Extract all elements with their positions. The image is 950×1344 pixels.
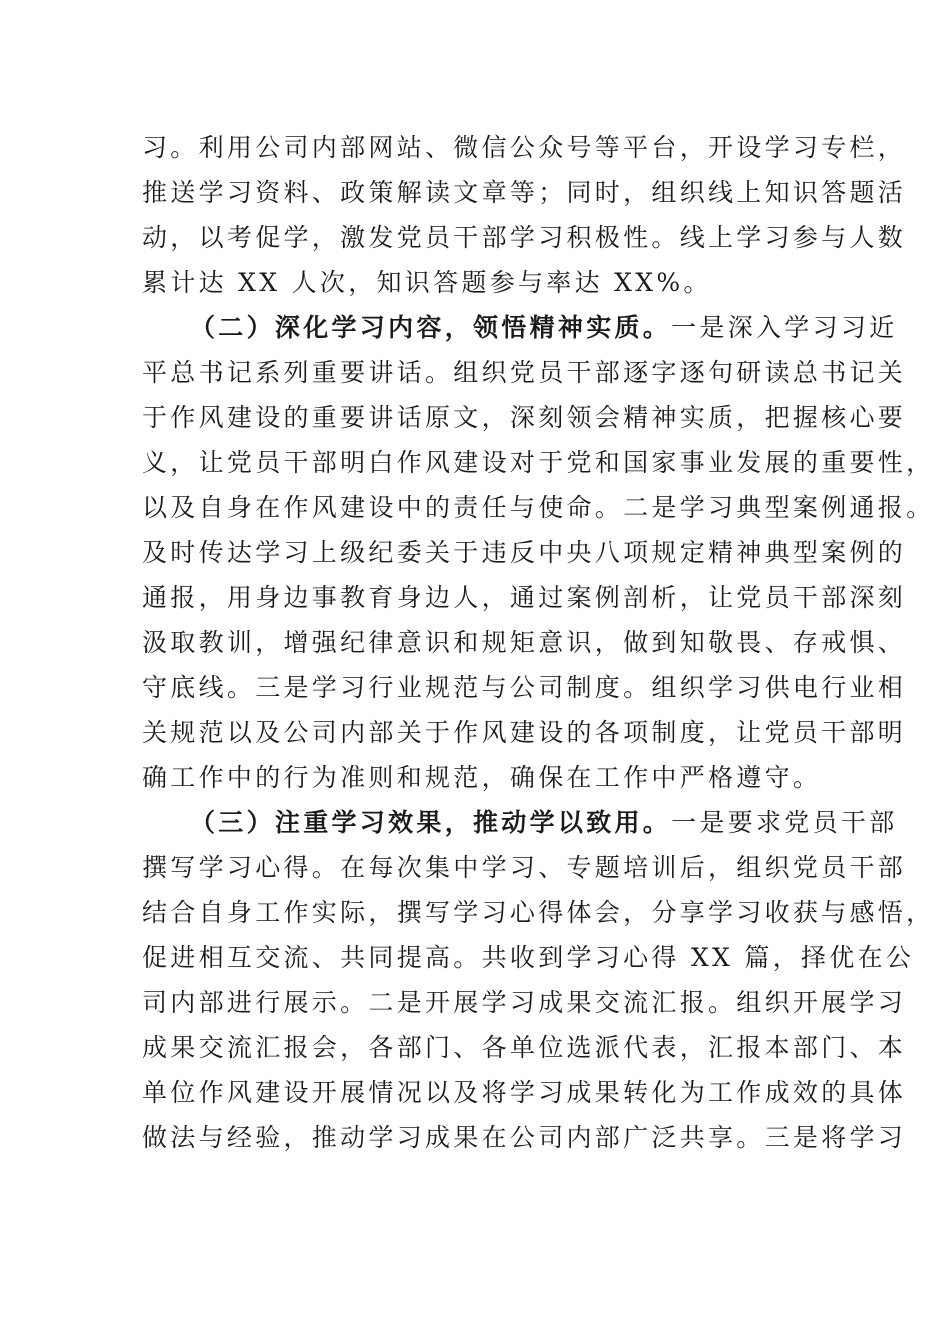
- text-line: 汲取教训，增强纪律意识和规矩意识，做到知敬畏、存戒惧、: [142, 628, 907, 657]
- text-run: 一是要求党员干部: [671, 808, 898, 837]
- text-line: 单位作风建设开展情况以及将学习成果转化为工作成效的具体: [142, 1078, 907, 1107]
- section-heading-2: （二）深化学习内容，领悟精神实质。: [190, 313, 672, 342]
- text-line: 累计达 XX 人次，知识答题参与率达 XX%。: [142, 268, 712, 297]
- paragraph-online-learning: [142, 125, 907, 305]
- text-line: 成果交流汇报会，各部门、各单位选派代表，汇报本部门、本: [142, 1033, 907, 1062]
- text-line: 于作风建设的重要讲话原文，深刻领会精神实质，把握核心要: [142, 403, 907, 432]
- text-line: 关规范以及公司内部关于作风建设的各项制度，让党员干部明: [142, 718, 907, 747]
- text-line: 确工作中的行为准则和规范，确保在工作中严格遵守。: [142, 763, 822, 792]
- text-line: 司内部进行展示。二是开展学习成果交流汇报。组织开展学习: [142, 988, 907, 1017]
- text-line: 推送学习资料、政策解读文章等；同时，组织线上知识答题活: [142, 178, 907, 207]
- text-run: 一是深入学习习近: [671, 313, 898, 342]
- text-line: 习。利用公司内部网站、微信公众号等平台，开设学习专栏，: [142, 133, 907, 162]
- text-line: [142, 800, 898, 845]
- section-heading-3: （三）注重学习效果，推动学以致用。: [190, 808, 672, 837]
- text-line: 撰写学习心得。在每次集中学习、专题培训后，组织党员干部: [142, 853, 907, 882]
- paragraph-learning-effect: [142, 800, 935, 1160]
- text-line: 通报，用身边事教育身边人，通过案例剖析，让党员干部深刻: [142, 583, 907, 612]
- text-line: 结合自身工作实际，撰写学习心得体会，分享学习收获与感悟，: [142, 898, 935, 927]
- text-line: 以及自身在作风建设中的责任与使命。二是学习典型案例通报。: [142, 493, 935, 522]
- text-line: 促进相互交流、共同提高。共收到学习心得 XX 篇，择优在公: [142, 943, 915, 972]
- text-line: 动，以考促学，激发党员干部学习积极性。线上学习参与人数: [142, 223, 907, 252]
- paragraph-deepen-content: [142, 305, 935, 800]
- text-line: 平总书记系列重要讲话。组织党员干部逐字逐句研读总书记关: [142, 358, 907, 387]
- text-line: 及时传达学习上级纪委关于违反中央八项规定精神典型案例的: [142, 538, 907, 567]
- text-line: 义，让党员干部明白作风建设对于党和国家事业发展的重要性，: [142, 448, 935, 477]
- text-line: [142, 305, 898, 350]
- text-line: 做法与经验，推动学习成果在公司内部广泛共享。三是将学习: [142, 1123, 907, 1152]
- text-line: 守底线。三是学习行业规范与公司制度。组织学习供电行业相: [142, 673, 907, 702]
- document-page: [142, 125, 935, 1160]
